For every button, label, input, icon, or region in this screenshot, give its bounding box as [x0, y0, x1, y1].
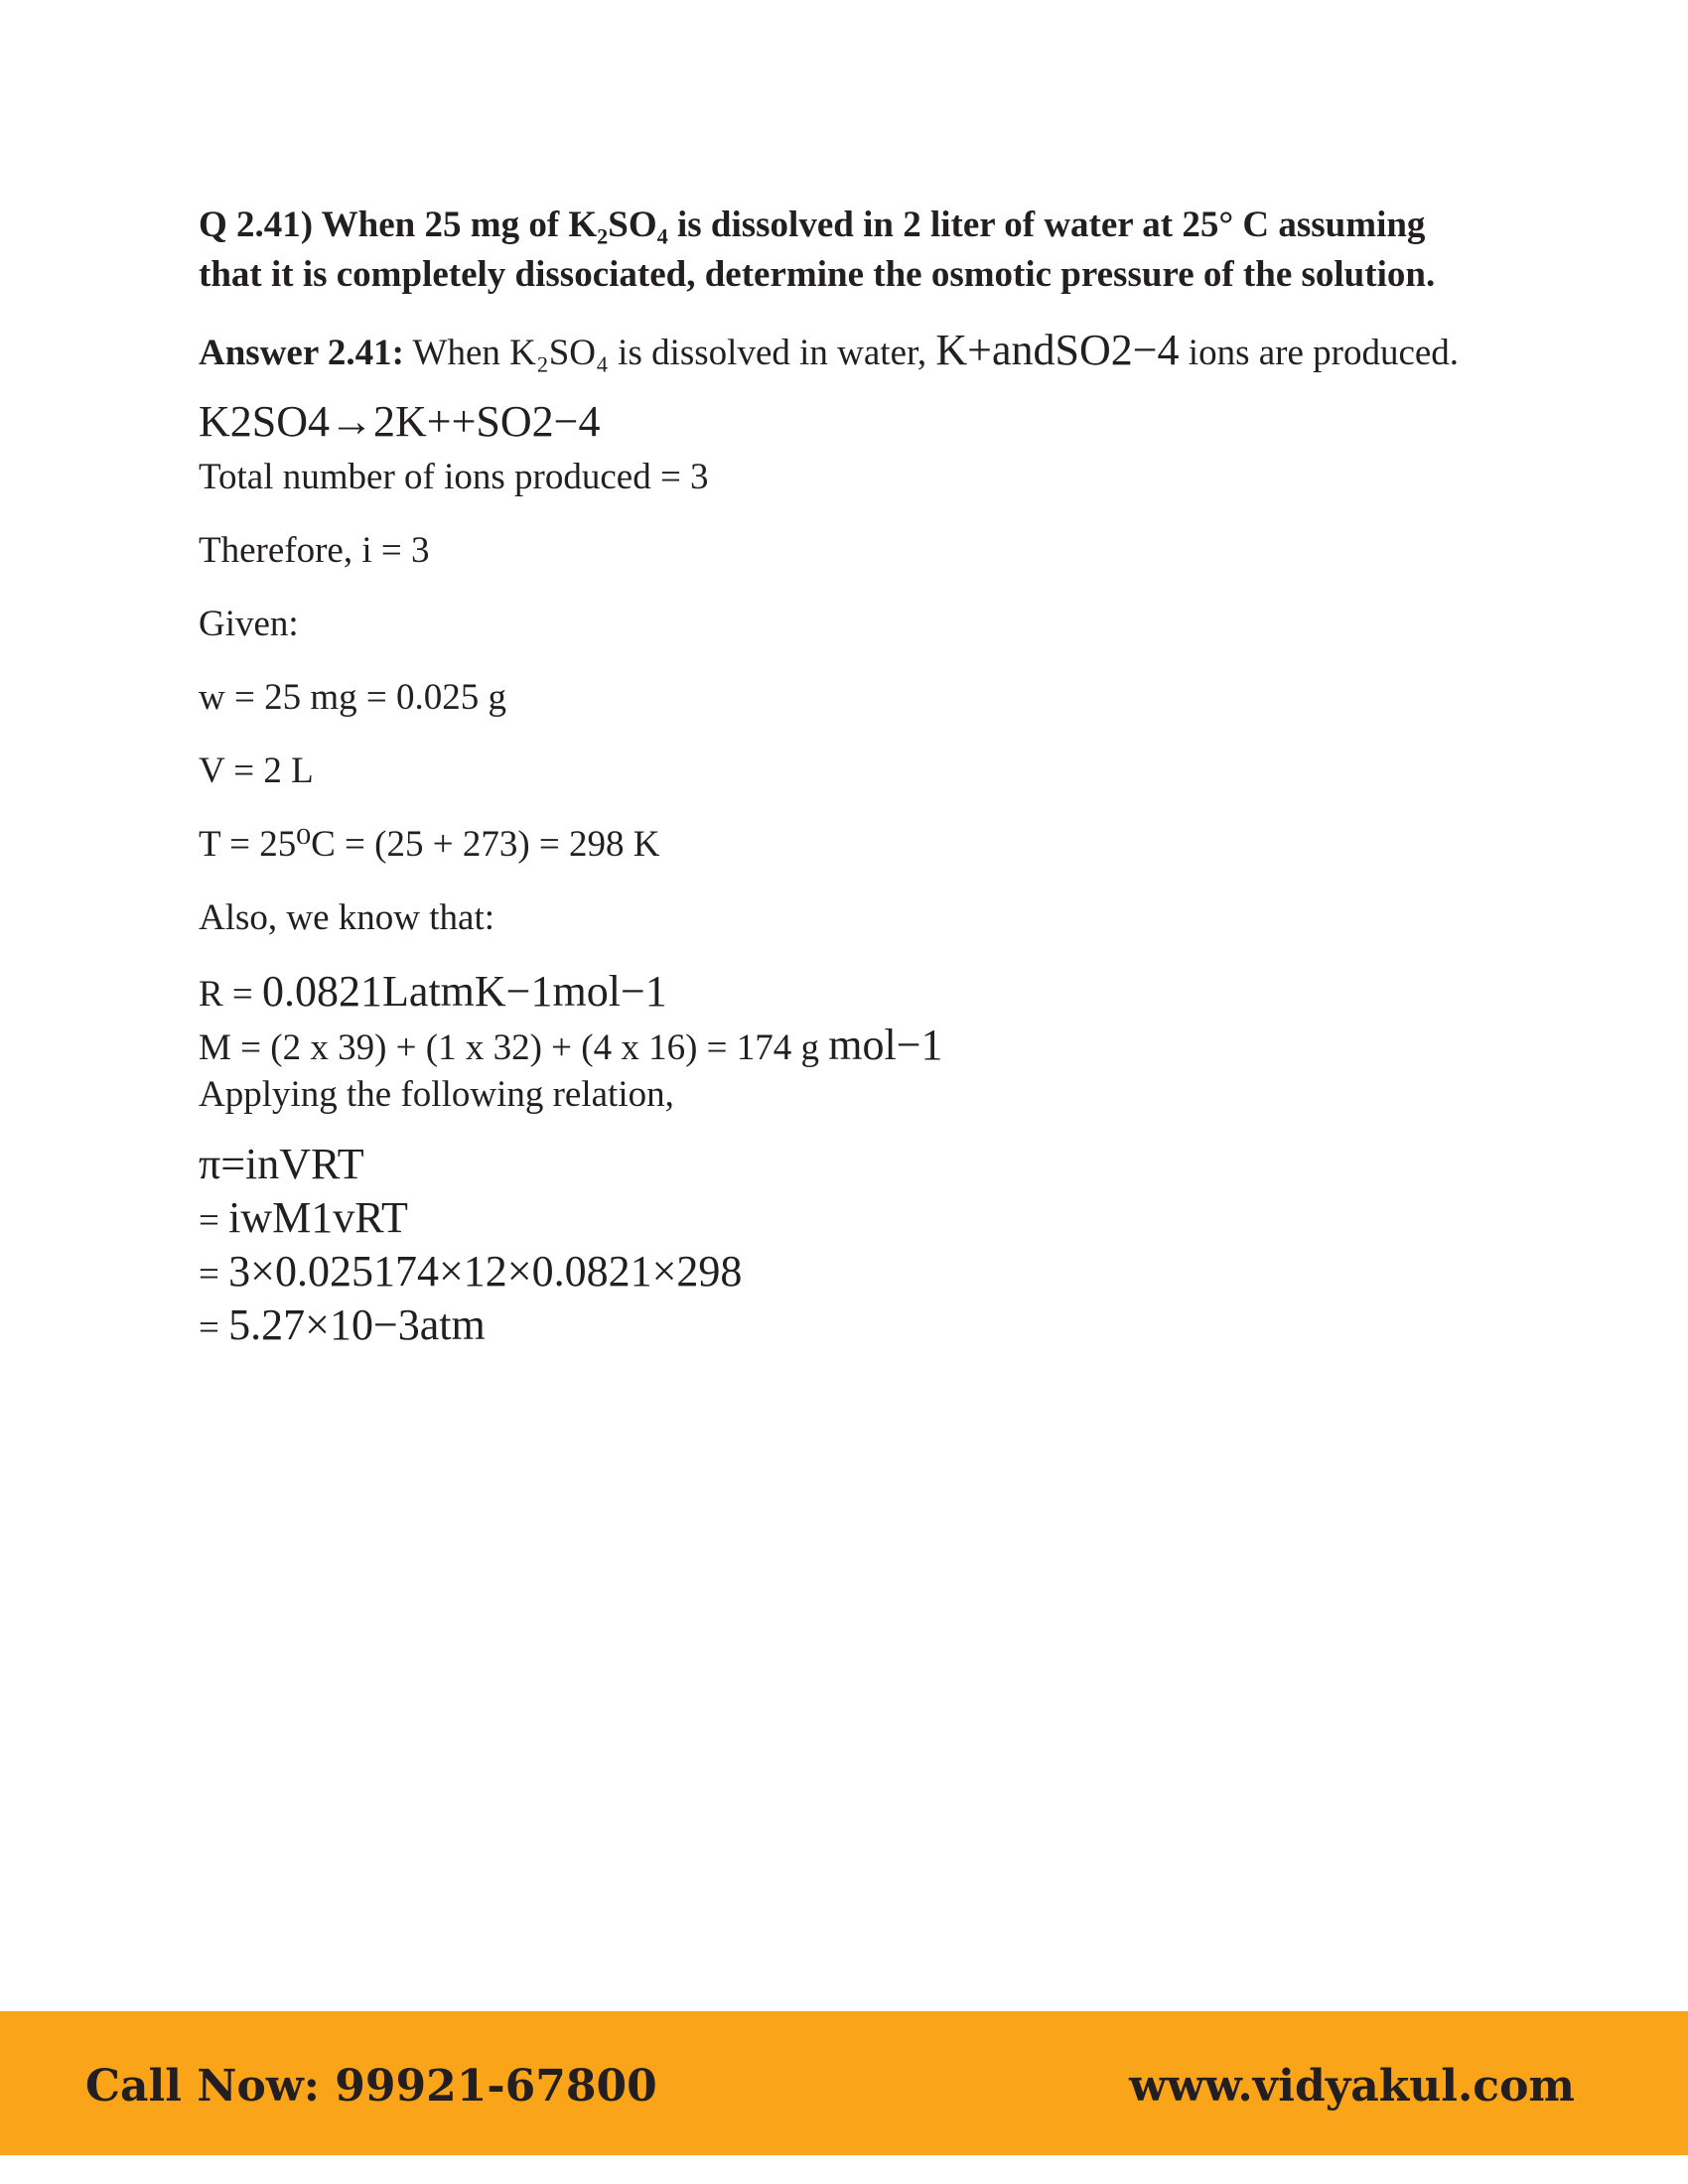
given-heading: Given: — [199, 604, 299, 644]
osmotic-result — [199, 1300, 486, 1351]
question-line-2: that it is completely dissociated, determine the osmotic pressure of the solution. — [199, 254, 1436, 295]
pi3-value: 3×0.025174×12×0.0821×298 — [228, 1247, 743, 1296]
osmotic-formula-1: π=inVRT — [199, 1140, 364, 1188]
volume-line: V = 2 L — [199, 751, 314, 791]
gas-constant-line — [199, 967, 667, 1018]
mass-line: w = 25 mg = 0.025 g — [199, 677, 506, 718]
pi2-prefix: = — [199, 1200, 219, 1241]
r-value: 0.0821LatmK−1mol−1 — [262, 967, 667, 1016]
ion-formula: K+andSO2−4 — [935, 326, 1180, 374]
pi4-value: 5.27×10−3atm — [228, 1300, 486, 1349]
temperature-line: T = 25⁰C = (25 + 273) = 298 K — [199, 824, 660, 865]
pi4-prefix: = — [199, 1307, 219, 1348]
answer-label: Answer 2.41: — [199, 333, 404, 373]
r-prefix: R = — [199, 974, 253, 1015]
total-ions-line: Total number of ions produced = 3 — [199, 457, 709, 497]
pi2-value: iwM1vRT — [228, 1193, 408, 1242]
dissociation-equation: K2SO4→2K++SO2−4 — [199, 397, 601, 446]
website-link[interactable]: www.vidyakul.com — [1129, 2061, 1575, 2112]
applying-line: Applying the following relation, — [199, 1074, 674, 1115]
answer-intro — [199, 326, 1459, 376]
footer-banner — [0, 2011, 1688, 2155]
pi3-prefix: = — [199, 1254, 219, 1295]
answer-intro-end: ions are produced. — [1188, 333, 1460, 373]
call-now-text[interactable]: Call Now: 99921-67800 — [85, 2061, 657, 2112]
answer-intro-text: When K₂SO₄ is dissolved in water, — [412, 333, 927, 373]
osmotic-formula-3 — [199, 1247, 742, 1297]
also-line: Also, we know that: — [199, 897, 495, 938]
molar-mass-line — [199, 1021, 943, 1071]
van-hoff-factor-line: Therefore, i = 3 — [199, 530, 430, 571]
m-unit: mol−1 — [828, 1021, 943, 1069]
question-line-1: Q 2.41) When 25 mg of K₂SO₄ is dissolved in 2 liter of water at 25° C assuming — [199, 205, 1426, 245]
osmotic-formula-2 — [199, 1193, 408, 1244]
m-prefix: M = (2 x 39) + (1 x 32) + (4 x 16) = 174 g — [199, 1027, 820, 1068]
